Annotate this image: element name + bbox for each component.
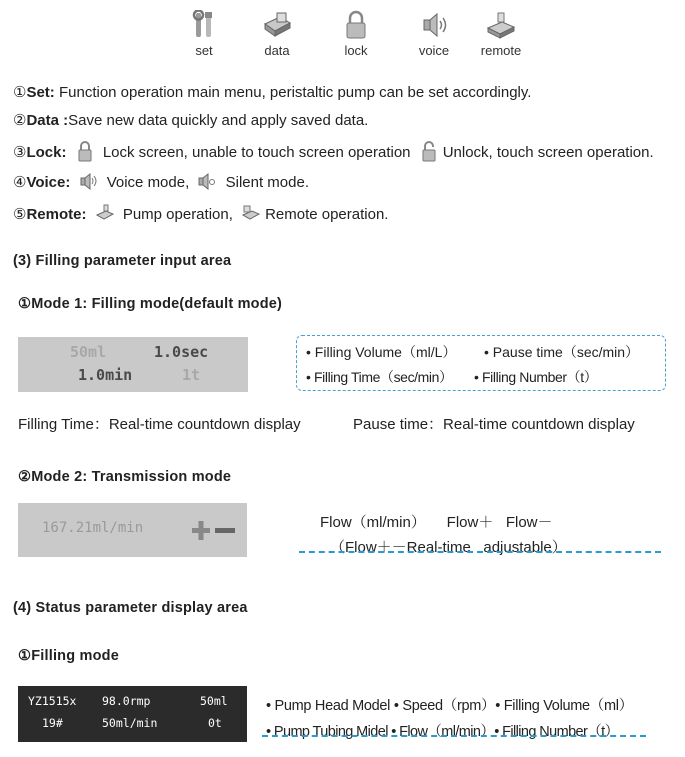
item-text: Voice mode, [106,174,190,191]
filling-volume-value: 50ml [200,694,228,708]
dashed-underline [262,735,646,737]
dashed-underline [299,551,661,553]
pump-head-model-value: YZ1515x [28,694,77,708]
item-name: Voice: [26,174,71,191]
number-marker: ④ [13,174,27,191]
legend-text: • Filling Time（sec/min） [306,369,453,385]
mode2-legend-line2: （Flow＋－Real-time adjustable） [330,539,567,556]
speaker-icon [79,170,99,192]
mode2-legend-line1: Flow（ml/min） Flow＋ Flow－ [320,514,553,531]
toolbar-label: voice [418,43,450,58]
filling-number-value: 1t [182,366,201,384]
desc-data [13,111,368,129]
section-title: (3) Filling parameter input area [13,253,232,269]
filling-time-value: 1.0min [78,366,133,384]
mode2-title: ②Mode 2: Transmission mode [18,469,232,485]
tubing-model-value: 19# [42,716,63,730]
hand-remote-icon [484,10,518,40]
toolbar-voice[interactable] [404,10,464,58]
status-display [18,686,247,742]
item-text: Pump operation, [122,206,233,223]
number-marker: ③ [13,144,27,161]
hand-pump-icon [95,202,115,224]
speed-value: 98.0rmp [102,694,151,708]
mode1-legend-box [296,335,666,391]
speaker-icon [417,10,451,40]
number-marker: ⑤ [13,206,27,223]
toolbar-data[interactable] [247,10,307,58]
status-legend-line1: • Pump Head Model • Speed（rpm）• Filling Volume（ml） [266,698,633,714]
speaker-mute-icon [197,170,217,192]
unlock-icon [419,140,439,162]
number-marker: ① [13,84,27,101]
item-name: Lock: [26,144,67,161]
status-legend-line2: • Pump Tubing Midel • Flow（ml/min）• Filling Number（t） [266,724,619,740]
toolbar-lock[interactable] [326,10,386,58]
desc-lock [13,140,654,162]
pause-time-value: 1.0sec [154,343,209,361]
desc-voice [13,170,309,192]
toolbar-label: set [195,43,213,58]
legend-text: • Filling Volume（ml/L） [306,344,457,360]
toolbar-label: lock [344,43,368,58]
number-marker: ② [13,112,27,129]
toolbar-remote[interactable] [471,10,531,58]
flow-plus-minus-icon [188,518,238,542]
item-text: Remote operation. [265,206,389,223]
pause-time-note: Pause time：Real-time countdown display [353,416,635,433]
legend-text: • Pause time（sec/min） [484,344,640,360]
filling-number-value: 0t [208,716,222,730]
item-text: Silent mode. [225,174,309,191]
toolbar-label: data [264,43,290,58]
wrench-set-icon [187,10,221,40]
item-text: Unlock, touch screen operation. [442,144,654,161]
desc-set [13,83,531,101]
legend-text: • Filling Number（t） [474,369,598,385]
toolbar-label: remote [480,43,522,58]
section-title: (4) Status parameter display area [13,600,248,616]
desc-remote [13,202,388,224]
data-disk-icon [260,10,294,40]
item-name: Set: [26,84,55,101]
flow-value: 167.21ml/min [42,520,144,536]
flow-value: 50ml/min [102,716,158,730]
hand-remote-icon [241,202,261,224]
mode1-title: ①Mode 1: Filling mode(default mode) [18,296,283,312]
filling-mode-display [18,337,248,392]
lock-icon [339,10,373,40]
filling-volume-value: 50ml [70,343,107,361]
lock-icon [75,140,95,162]
toolbar-set[interactable] [174,10,234,58]
item-text: Lock screen, unable to touch screen operation [102,144,411,161]
filling-mode-title: ①Filling mode [18,648,119,664]
item-name: Remote: [26,206,87,223]
transmission-mode-display [18,503,247,557]
item-text: Save new data quickly and apply saved data. [68,112,369,129]
item-name: Data : [26,112,69,129]
filling-time-note: Filling Time：Real-time countdown display [18,416,301,433]
item-text: Function operation main menu, peristaltic pump can be set accordingly. [58,84,532,101]
